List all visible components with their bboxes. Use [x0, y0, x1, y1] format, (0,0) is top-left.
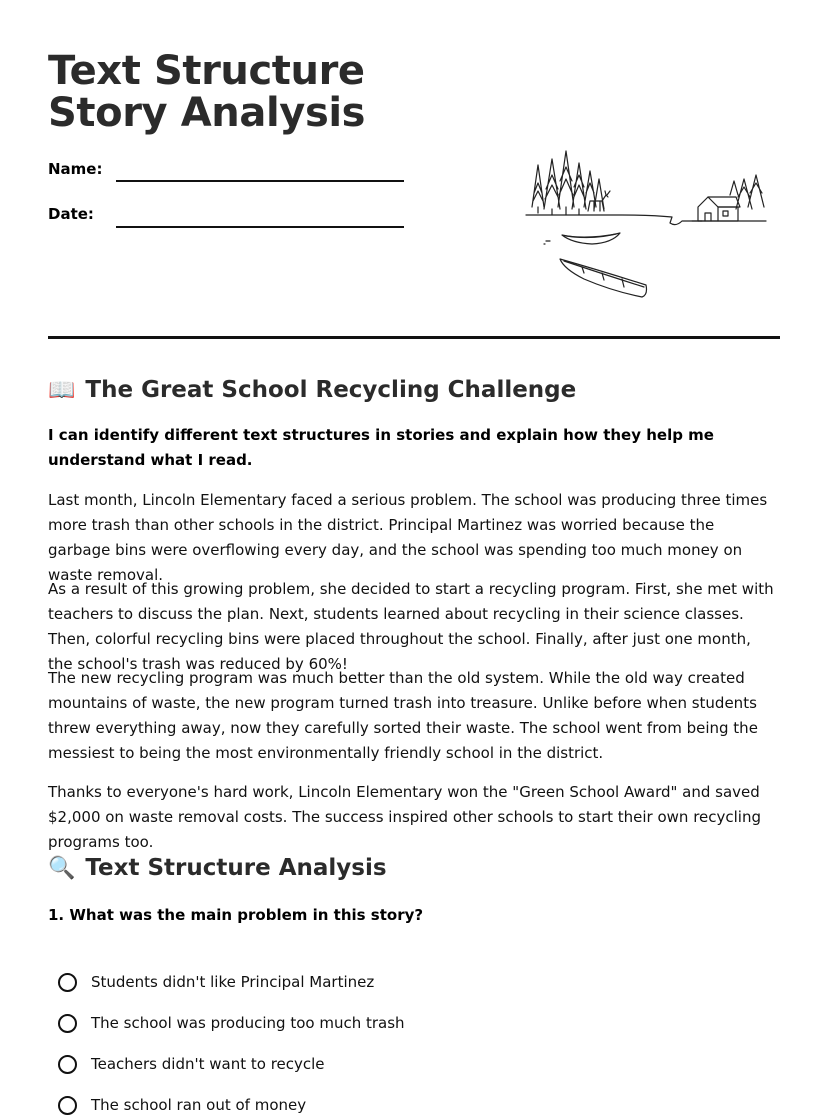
option-label: Students didn't like Principal Martinez [91, 973, 375, 991]
story-heading [48, 376, 576, 405]
question-1: 1. What was the main problem in this story? [48, 906, 424, 924]
canoe-icon [560, 259, 647, 297]
answer-option-4[interactable] [58, 1093, 306, 1117]
answer-option-3[interactable] [58, 1052, 325, 1076]
learning-objective: I can identify different text structures in stories and explain how they help me understand what I read. [48, 426, 714, 469]
story-paragraph-3: The new recycling program was much better than the old system. While the old way created mountains of waste, the new program turned trash into treasure. Unlike before when students threw everything away, now they carefully sorted their waste. The school went from being the messiest to being the most environmentally friendly school in the district. [48, 669, 758, 762]
worksheet-title: Text Structure Story Analysis [48, 48, 366, 136]
story-title: The Great School Recycling Challenge [85, 377, 577, 403]
shoreline [526, 215, 702, 225]
date-field[interactable] [116, 226, 404, 228]
answer-option-1[interactable] [58, 970, 374, 994]
analysis-heading [48, 854, 387, 883]
lake-cabin-illustration [522, 145, 772, 305]
option-label: The school was producing too much trash [91, 1014, 405, 1032]
analysis-title: Text Structure Analysis [85, 855, 387, 881]
radio-button[interactable] [58, 1096, 77, 1115]
section-divider [48, 336, 780, 339]
name-field[interactable] [116, 180, 404, 182]
radio-button[interactable] [58, 1014, 77, 1033]
story-paragraph-2: As a result of this growing problem, she decided to start a recycling program. First, she met with teachers to discuss the plan. Next, students learned about recycling in their science classes. Then, colorful recycling bins were placed throughout the school. Finally, after just one month, the school's trash was reduced by 60%! [48, 580, 774, 673]
open-book-icon: 📖 [48, 378, 76, 403]
cabin-icon [692, 197, 766, 221]
option-label: Teachers didn't want to recycle [91, 1055, 325, 1073]
radio-button[interactable] [58, 1055, 77, 1074]
pine-trees-icon [532, 151, 604, 215]
answer-option-2[interactable] [58, 1011, 405, 1035]
magnifying-glass-icon: 🔍 [48, 856, 76, 881]
radio-button[interactable] [58, 973, 77, 992]
option-label: The school ran out of money [91, 1096, 307, 1114]
date-label: Date: [48, 205, 94, 223]
small-canoe-icon [544, 233, 620, 244]
story-paragraph-4: Thanks to everyone's hard work, Lincoln Elementary won the "Green School Award" and saved $2,000 on waste removal costs. The success inspired other schools to start their own recycling programs too. [48, 783, 762, 851]
name-label: Name: [48, 160, 103, 178]
story-paragraph-1: Last month, Lincoln Elementary faced a serious problem. The school was producing three times more trash than other schools in the district. Principal Martinez was worried because the garbage bins were overflowing every day, and the school was spending too much money on waste removal. [48, 491, 768, 584]
deer-icon [588, 191, 610, 211]
